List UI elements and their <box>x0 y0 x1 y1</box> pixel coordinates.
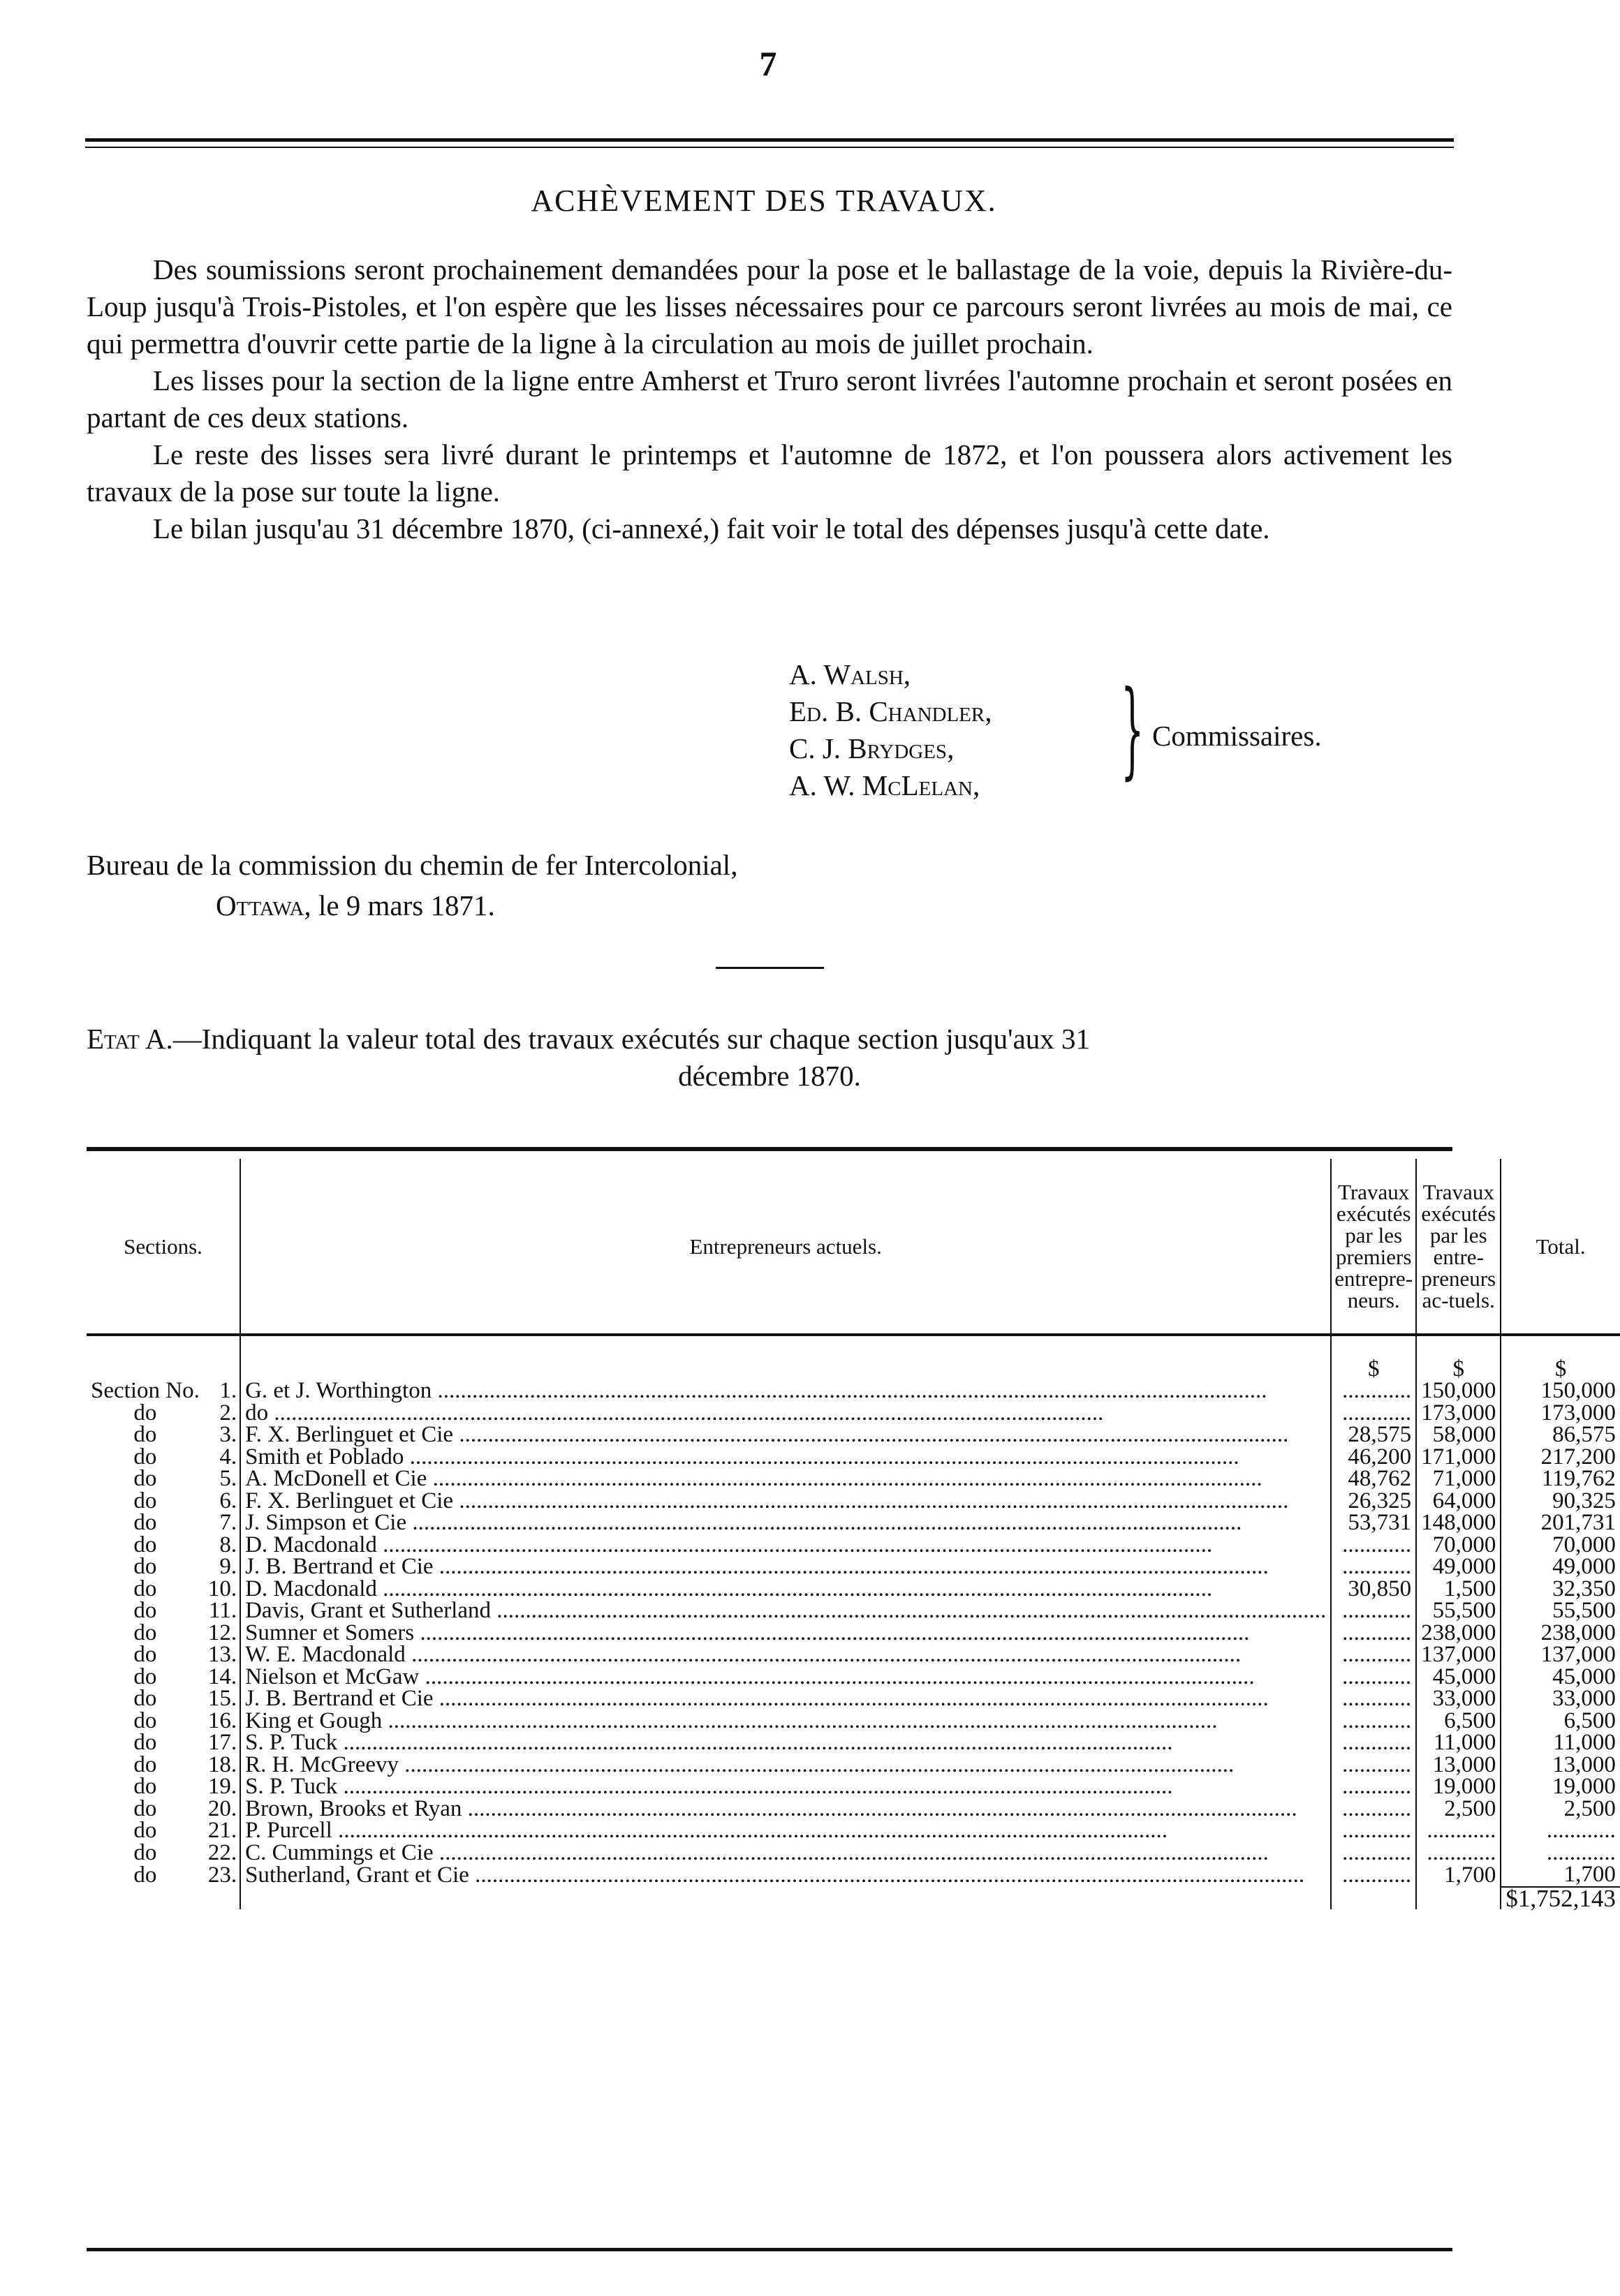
total-value: 32,350 <box>1501 1578 1620 1601</box>
separator-rule <box>716 967 824 969</box>
section-label: do <box>133 1818 157 1843</box>
section-number: 15. <box>207 1686 237 1711</box>
actuels-value: ............ <box>1416 1842 1501 1865</box>
brace-icon: } <box>1121 669 1144 790</box>
total-value: 6,500 <box>1501 1710 1620 1733</box>
total-value: 19,000 <box>1501 1776 1620 1798</box>
table-row <box>87 1556 1620 1578</box>
section-label: do <box>133 1400 157 1425</box>
table-row <box>87 1644 1620 1666</box>
total-value: 173,000 <box>1501 1402 1620 1425</box>
premiers-value: ............ <box>1331 1622 1416 1645</box>
actuels-value: ............ <box>1416 1820 1501 1842</box>
actuels-value: 171,000 <box>1416 1446 1501 1469</box>
currency-symbol: $ <box>1416 1358 1501 1381</box>
premiers-value: ............ <box>1331 1864 1416 1887</box>
actuels-value: 238,000 <box>1416 1622 1501 1645</box>
total-value: ............ <box>1501 1842 1620 1865</box>
section-number: 3. <box>219 1422 237 1447</box>
contractor-name: do ..... <box>240 1402 1331 1425</box>
signatory: C. J. Brydges, <box>789 732 955 764</box>
table-row <box>87 1732 1620 1754</box>
works-table <box>87 1159 1620 1912</box>
contractor-name: J. Simpson et Cie ..... <box>240 1512 1331 1534</box>
section-label: do <box>133 1686 157 1711</box>
actuels-value: 64,000 <box>1416 1490 1501 1513</box>
table-row <box>87 1446 1620 1469</box>
section-number: 6. <box>219 1488 237 1513</box>
actuels-value: 58,000 <box>1416 1424 1501 1446</box>
premiers-value: 53,731 <box>1331 1512 1416 1534</box>
contractor-name: Sumner et Somers ..... <box>240 1622 1331 1645</box>
total-value: 1,700 <box>1501 1864 1620 1887</box>
total-value: 45,000 <box>1501 1666 1620 1689</box>
section-title: ACHÈVEMENT DES TRAVAUX. <box>531 184 997 218</box>
total-value: 201,731 <box>1501 1512 1620 1534</box>
section-label: do <box>133 1751 157 1777</box>
contractor-name: S. P. Tuck ..... <box>240 1776 1331 1798</box>
premiers-value: ............ <box>1331 1666 1416 1689</box>
section-number: 19. <box>207 1774 237 1799</box>
section-label: do <box>133 1862 157 1888</box>
section-number: 1. <box>219 1378 237 1403</box>
bureau-city: Ottawa, <box>216 889 311 921</box>
actuels-value: 55,500 <box>1416 1600 1501 1622</box>
section-number: 9. <box>219 1554 237 1579</box>
table-row <box>87 1776 1620 1798</box>
total-value: 119,762 <box>1501 1468 1620 1490</box>
premiers-value: ............ <box>1331 1556 1416 1578</box>
table-row <box>87 1424 1620 1446</box>
contractor-name: S. P. Tuck ..... <box>240 1732 1331 1754</box>
section-number: 7. <box>219 1510 237 1535</box>
signatory: A. W. McLelan, <box>789 769 980 801</box>
contractor-name: Nielson et McGaw ..... <box>240 1666 1331 1689</box>
contractor-name: F. X. Berlinguet et Cie ..... <box>240 1490 1331 1513</box>
actuels-value: 13,000 <box>1416 1754 1501 1777</box>
section-label: do <box>133 1598 157 1623</box>
section-label: do <box>133 1554 157 1579</box>
header-rule-thick <box>85 138 1454 142</box>
actuels-value: 49,000 <box>1416 1556 1501 1578</box>
currency-row <box>87 1358 1620 1381</box>
section-number: 16. <box>207 1708 237 1733</box>
section-number: 21. <box>207 1818 237 1843</box>
total-value: 86,575 <box>1501 1424 1620 1446</box>
actuels-value: 150,000 <box>1416 1380 1501 1402</box>
premiers-value: 30,850 <box>1331 1578 1416 1601</box>
section-label: do <box>133 1642 157 1667</box>
section-number: 17. <box>207 1730 237 1755</box>
premiers-value: 26,325 <box>1331 1490 1416 1513</box>
premiers-value: ............ <box>1331 1732 1416 1754</box>
section-label: do <box>133 1730 157 1755</box>
total-value: 2,500 <box>1501 1798 1620 1821</box>
table-row <box>87 1820 1620 1842</box>
contractor-name: R. H. McGreevy ..... <box>240 1754 1331 1777</box>
total-value: 33,000 <box>1501 1688 1620 1710</box>
section-label: do <box>133 1708 157 1733</box>
table-top-rule <box>87 1147 1452 1151</box>
actuels-value: 71,000 <box>1416 1468 1501 1490</box>
section-number: 10. <box>207 1576 237 1601</box>
header-premiers: Travaux exécutés par les premiers entrepre-neurs. <box>1331 1159 1416 1335</box>
contractor-name: Smith et Poblado ..... <box>240 1446 1331 1469</box>
section-label: do <box>133 1620 157 1645</box>
actuels-value: 33,000 <box>1416 1688 1501 1710</box>
currency-symbol: $ <box>1501 1358 1620 1381</box>
commission-title: Commissaires. <box>1152 720 1322 752</box>
section-label: do <box>133 1774 157 1799</box>
total-value: 13,000 <box>1501 1754 1620 1777</box>
actuels-value: 45,000 <box>1416 1666 1501 1689</box>
contractor-name: Brown, Brooks et Ryan ..... <box>240 1798 1331 1821</box>
total-value: 70,000 <box>1501 1534 1620 1557</box>
table-row <box>87 1402 1620 1425</box>
table-row <box>87 1600 1620 1622</box>
contractor-name: F. X. Berlinguet et Cie ..... <box>240 1424 1331 1446</box>
section-number: 4. <box>219 1444 237 1469</box>
page-number: 7 <box>759 44 777 83</box>
section-number: 23. <box>207 1862 237 1888</box>
total-value: 217,200 <box>1501 1446 1620 1469</box>
section-label: do <box>133 1576 157 1601</box>
section-label: do <box>133 1510 157 1535</box>
header-sections: Sections. <box>87 1159 240 1335</box>
total-value: 137,000 <box>1501 1644 1620 1666</box>
actuels-value: 19,000 <box>1416 1776 1501 1798</box>
etat-text: —Indiquant la valeur total des travaux exécutés sur chaque section jusqu'aux 31 <box>172 1023 1091 1055</box>
premiers-value: ............ <box>1331 1798 1416 1821</box>
contractor-name: Sutherland, Grant et Cie ..... <box>240 1864 1331 1887</box>
section-number: 18. <box>207 1751 237 1777</box>
grand-total-row <box>87 1887 1620 1910</box>
table-row <box>87 1754 1620 1777</box>
section-number: 5. <box>219 1466 237 1491</box>
table-row <box>87 1666 1620 1689</box>
contractor-name: W. E. Macdonald ..... <box>240 1644 1331 1666</box>
section-number: 20. <box>207 1795 237 1821</box>
premiers-value: ............ <box>1331 1710 1416 1733</box>
premiers-value: ............ <box>1331 1688 1416 1710</box>
section-number: 12. <box>207 1620 237 1645</box>
etat-text-2: décembre 1870. <box>678 1060 861 1092</box>
actuels-value: 148,000 <box>1416 1512 1501 1534</box>
contractor-name: D. Macdonald ..... <box>240 1534 1331 1557</box>
contractor-name: D. Macdonald ..... <box>240 1578 1331 1601</box>
premiers-value: ............ <box>1331 1380 1416 1402</box>
etat-label: Etat A. <box>87 1023 173 1055</box>
table-row <box>87 1534 1620 1557</box>
signatures <box>789 656 992 804</box>
section-number: 2. <box>219 1400 237 1425</box>
premiers-value: ............ <box>1331 1644 1416 1666</box>
total-value: 55,500 <box>1501 1600 1620 1622</box>
premiers-value: 46,200 <box>1331 1446 1416 1469</box>
premiers-value: 48,762 <box>1331 1468 1416 1490</box>
table-row <box>87 1688 1620 1710</box>
section-label: do <box>133 1532 157 1557</box>
section-label: do <box>133 1664 157 1689</box>
table-row <box>87 1468 1620 1490</box>
signatory: A. Walsh, <box>789 658 911 690</box>
table-row <box>87 1710 1620 1733</box>
table-bottom-rule <box>87 2248 1452 2251</box>
actuels-value: 1,500 <box>1416 1578 1501 1601</box>
body-text <box>87 251 1452 547</box>
contractor-name: C. Cummings et Cie ..... <box>240 1842 1331 1865</box>
table-body <box>87 1335 1620 1887</box>
actuels-value: 2,500 <box>1416 1798 1501 1821</box>
signatory: Ed. B. Chandler, <box>789 695 992 727</box>
premiers-value: ............ <box>1331 1776 1416 1798</box>
paragraph: Le reste des lisses sera livré durant le printemps et l'automne de 1872, et l'on poussera alors activement les travaux de la pose sur toute la ligne. <box>87 438 1452 508</box>
contractor-name: J. B. Bertrand et Cie ..... <box>240 1688 1331 1710</box>
section-label: do <box>133 1444 157 1469</box>
contractor-name: P. Purcell ..... <box>240 1820 1331 1842</box>
actuels-value: 1,700 <box>1416 1864 1501 1887</box>
table-row <box>87 1512 1620 1534</box>
total-value: 11,000 <box>1501 1732 1620 1754</box>
paragraph: Les lisses pour la section de la ligne entre Amherst et Truro seront livrées l'automne prochain et seront posées en partant de ces deux stations. <box>87 364 1452 434</box>
table-row <box>87 1798 1620 1821</box>
actuels-value: 11,000 <box>1416 1732 1501 1754</box>
section-label: do <box>133 1466 157 1491</box>
section-label: Section No. <box>91 1378 200 1403</box>
paragraph: Le bilan jusqu'au 31 décembre 1870, (ci-annexé,) fait voir le total des dépenses jusqu'à cette date. <box>153 512 1270 545</box>
contractor-name: G. et J. Worthington ..... <box>240 1380 1331 1402</box>
premiers-value: ............ <box>1331 1754 1416 1777</box>
premiers-value: ............ <box>1331 1842 1416 1865</box>
total-value: 90,325 <box>1501 1490 1620 1513</box>
premiers-value: 28,575 <box>1331 1424 1416 1446</box>
header-total: Total. <box>1501 1159 1620 1335</box>
section-number: 13. <box>207 1642 237 1667</box>
spacer-row <box>87 1335 1620 1358</box>
actuels-value: 137,000 <box>1416 1644 1501 1666</box>
section-label: do <box>133 1488 157 1513</box>
section-number: 14. <box>207 1664 237 1689</box>
header-rule-thin <box>85 147 1454 148</box>
total-value: 238,000 <box>1501 1622 1620 1645</box>
contractor-name: Davis, Grant et Sutherland ..... <box>240 1600 1331 1622</box>
premiers-value: ............ <box>1331 1600 1416 1622</box>
header-entrepreneurs: Entrepreneurs actuels. <box>240 1159 1331 1335</box>
section-number: 8. <box>219 1532 237 1557</box>
actuels-value: 70,000 <box>1416 1534 1501 1557</box>
actuels-value: 173,000 <box>1416 1402 1501 1425</box>
section-label: do <box>133 1839 157 1865</box>
premiers-value: ............ <box>1331 1402 1416 1425</box>
table-row <box>87 1622 1620 1645</box>
contractor-name: J. B. Bertrand et Cie ..... <box>240 1556 1331 1578</box>
total-value: 150,000 <box>1501 1380 1620 1402</box>
bureau-line: Bureau de la commission du chemin de fer Intercolonial, <box>87 849 738 881</box>
bureau-place <box>87 885 737 926</box>
etat-heading <box>87 1021 1452 1095</box>
paragraph: Des soumissions seront prochainement demandées pour la pose et le ballastage de la voie, depuis la Rivière-du-Loup jusqu'à Trois-Pistoles, et l'on espère que les lisses nécessaires pour ce parcours seront livrées au mois de mai, ce qui permettra d'ouvrir cette partie de la ligne à la circulation au mois de juillet prochain. <box>87 253 1452 360</box>
table-row <box>87 1380 1620 1402</box>
table-row <box>87 1842 1620 1865</box>
bureau-address <box>87 845 737 926</box>
contractor-name: A. McDonell et Cie ..... <box>240 1468 1331 1490</box>
section-number: 22. <box>207 1839 237 1865</box>
section-label: do <box>133 1795 157 1821</box>
table-row <box>87 1864 1620 1887</box>
section-number: 11. <box>209 1598 237 1623</box>
contractor-name: King et Gough ..... <box>240 1710 1331 1733</box>
total-value: 49,000 <box>1501 1556 1620 1578</box>
bureau-date: le 9 mars 1871. <box>318 889 495 921</box>
premiers-value: ............ <box>1331 1534 1416 1557</box>
table-row <box>87 1578 1620 1601</box>
table-header-row <box>87 1159 1620 1335</box>
header-actuels: Travaux exécutés par les entre-preneurs ac-tuels. <box>1416 1159 1501 1335</box>
currency-symbol: $ <box>1331 1358 1416 1381</box>
section-label: do <box>133 1422 157 1447</box>
grand-total: $1,752,143 <box>1501 1887 1620 1910</box>
actuels-value: 6,500 <box>1416 1710 1501 1733</box>
total-value: ............ <box>1501 1820 1620 1842</box>
table-row <box>87 1490 1620 1513</box>
premiers-value: ............ <box>1331 1820 1416 1842</box>
